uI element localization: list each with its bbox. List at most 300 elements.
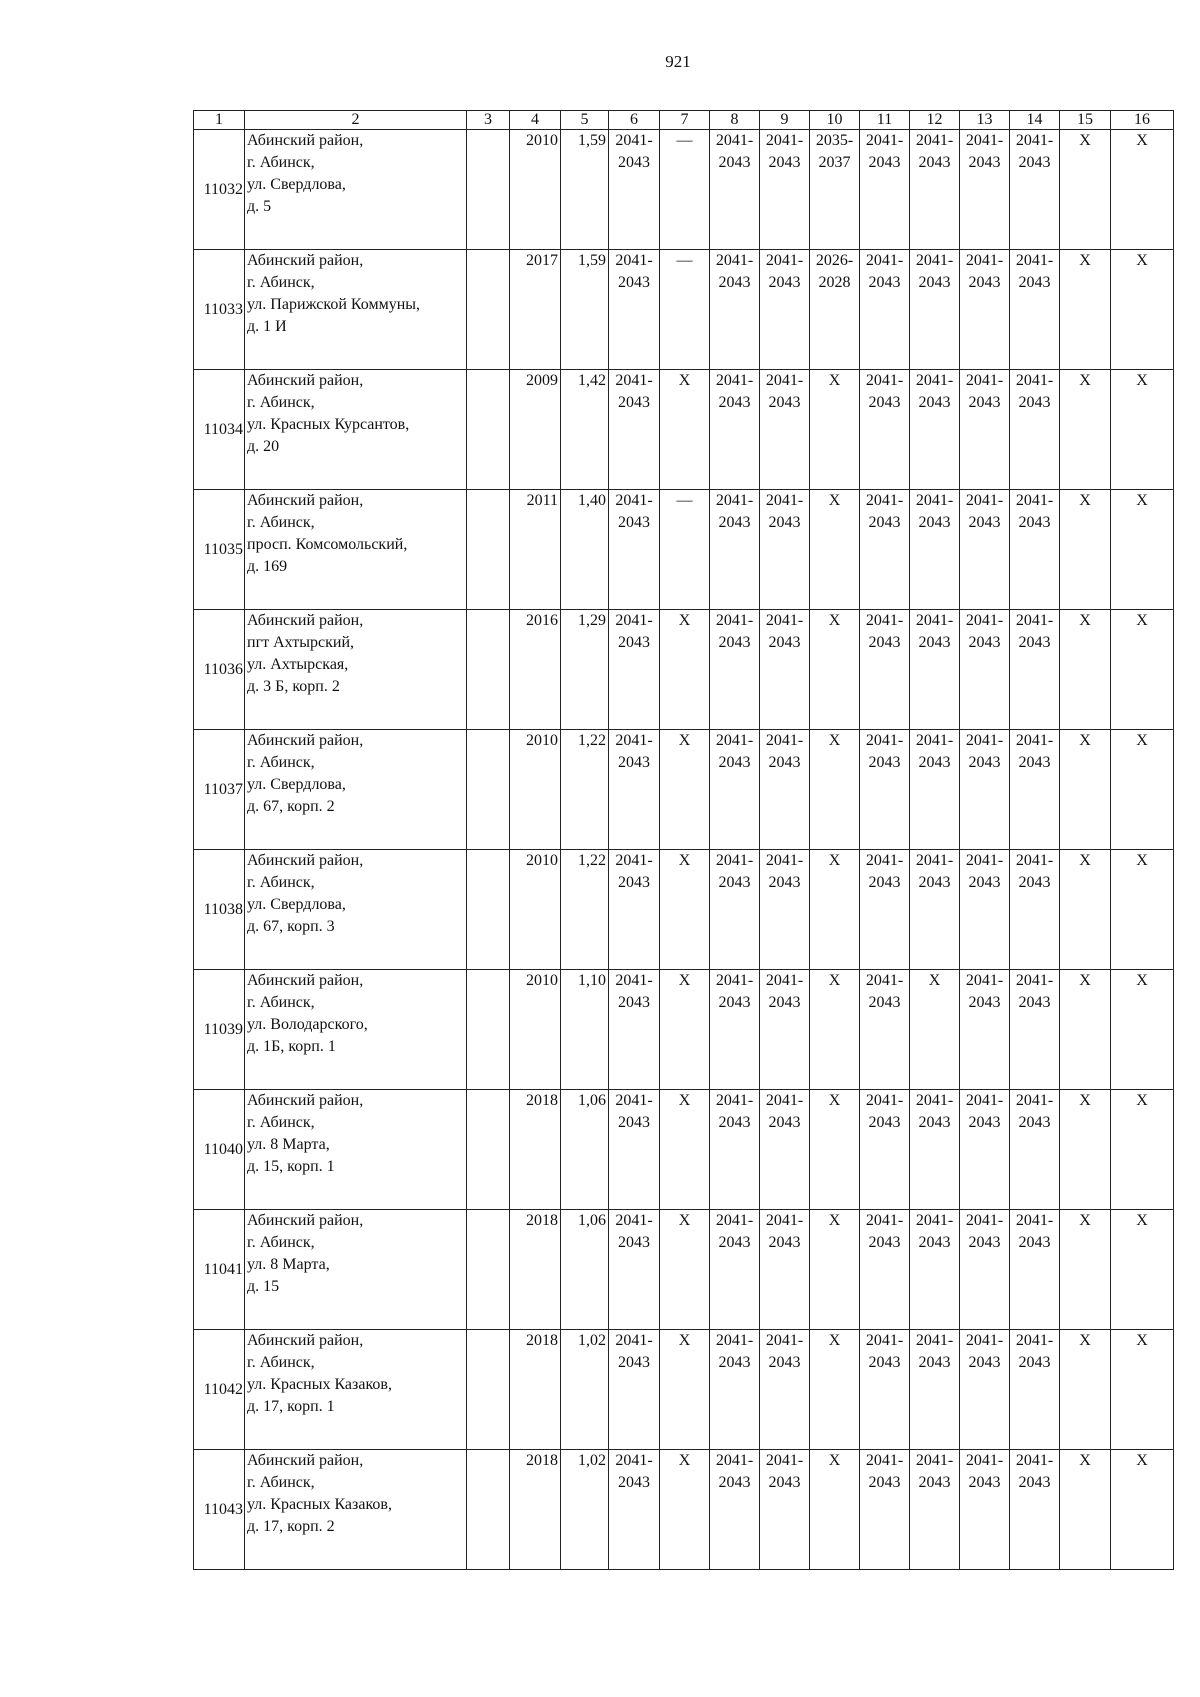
period-cell-c11 [860, 370, 910, 490]
period-line: 2041- [965, 612, 1004, 629]
record-number-cell: 11034 [194, 370, 245, 490]
period-cell-c6 [609, 250, 660, 370]
period-line: X [828, 852, 841, 869]
period-line: X [678, 852, 691, 869]
period-line: 2041- [715, 612, 754, 629]
period-line: 2041- [715, 732, 754, 749]
period-line: 2041- [1015, 1092, 1054, 1109]
period-cell-c12 [910, 250, 960, 370]
address-line: г. Абинск, [247, 994, 315, 1011]
address-line: г. Абинск, [247, 1114, 315, 1131]
period-line: 2043 [1018, 274, 1051, 291]
address-line: д. 1Б, корп. 1 [247, 1038, 336, 1055]
period-line: 2043 [768, 634, 801, 651]
column-header: 4 [510, 111, 561, 130]
period-cell-c7 [660, 130, 710, 250]
record-number-cell: 11032 [194, 130, 245, 250]
period-line: X [678, 1092, 691, 1109]
address-line: пгт Ахтырский, [247, 634, 355, 651]
address-line: г. Абинск, [247, 1234, 315, 1251]
period-cell-c6 [609, 370, 660, 490]
column-15-cell: X [1060, 730, 1111, 850]
column-header: 10 [810, 111, 860, 130]
period-cell-c10 [810, 490, 860, 610]
period-line: 2043 [968, 1234, 1001, 1251]
record-number-cell: 11042 [194, 1330, 245, 1450]
period-line: 2043 [918, 1234, 951, 1251]
period-line: 2043 [1018, 514, 1051, 531]
period-line: 2041- [765, 1332, 804, 1349]
period-line: 2043 [918, 1114, 951, 1131]
value-cell: 1,02 [561, 1330, 609, 1450]
period-cell-c12 [910, 370, 960, 490]
period-line: X [828, 732, 841, 749]
period-line: 2043 [618, 514, 650, 531]
period-line: X [828, 612, 841, 629]
period-line: 2043 [618, 994, 650, 1011]
period-line: 2043 [868, 994, 901, 1011]
year-cell: 2016 [510, 610, 561, 730]
period-line: 2041- [615, 1332, 653, 1349]
address-line: д. 20 [247, 438, 280, 455]
period-line: 2041- [715, 492, 754, 509]
period-cell-c6 [609, 1090, 660, 1210]
column-3-cell [467, 370, 510, 490]
period-cell-c9 [760, 610, 810, 730]
period-line: 2041- [965, 972, 1004, 989]
period-line: 2043 [968, 394, 1001, 411]
column-3-cell [467, 1090, 510, 1210]
record-number-cell: 11036 [194, 610, 245, 730]
column-15-cell: X [1060, 610, 1111, 730]
column-header: 1 [194, 111, 245, 130]
column-15-cell: X [1060, 1330, 1111, 1450]
record-number-cell: 11033 [194, 250, 245, 370]
period-line: 2041- [865, 972, 904, 989]
column-16-cell: X [1111, 730, 1174, 850]
address-line: г. Абинск, [247, 154, 315, 171]
address-line: Абинский район, [247, 612, 364, 629]
period-line: X [828, 1452, 841, 1469]
column-16-cell: X [1111, 490, 1174, 610]
period-line: 2041- [1015, 972, 1054, 989]
value-cell: 1,06 [561, 1210, 609, 1330]
period-line: 2041- [965, 132, 1004, 149]
period-line: 2043 [1018, 394, 1051, 411]
period-line: — [676, 252, 693, 269]
period-line: 2041- [615, 1092, 653, 1109]
address-line: г. Абинск, [247, 1354, 315, 1371]
period-line: 2043 [768, 1114, 801, 1131]
period-line: 2043 [718, 274, 751, 291]
period-cell-c13 [960, 850, 1010, 970]
year-cell: 2018 [510, 1330, 561, 1450]
period-cell-c7 [660, 490, 710, 610]
period-line: 2041- [1015, 132, 1054, 149]
period-cell-c9 [760, 130, 810, 250]
period-line: 2043 [868, 754, 901, 771]
period-cell-c14 [1010, 1330, 1060, 1450]
record-number-cell: 11040 [194, 1090, 245, 1210]
period-cell-c10 [810, 130, 860, 250]
period-line: 2041- [765, 612, 804, 629]
period-line: X [828, 972, 841, 989]
period-cell-c10 [810, 970, 860, 1090]
address-line: ул. 8 Марта, [247, 1136, 330, 1153]
period-line: 2041- [965, 1452, 1004, 1469]
period-cell-c6 [609, 1450, 660, 1570]
year-cell: 2010 [510, 970, 561, 1090]
period-cell-c13 [960, 1090, 1010, 1210]
period-line: 2043 [718, 1114, 751, 1131]
period-cell-c8 [710, 1210, 760, 1330]
period-cell-c12 [910, 1330, 960, 1450]
period-cell-c10 [810, 1450, 860, 1570]
period-line: 2041- [615, 372, 653, 389]
period-line: X [678, 732, 691, 749]
address-line: г. Абинск, [247, 394, 315, 411]
period-line: 2043 [768, 154, 801, 171]
address-line: ул. Красных Казаков, [247, 1496, 392, 1513]
period-cell-c9 [760, 1330, 810, 1450]
table-row [194, 1330, 1174, 1450]
column-15-cell: X [1060, 490, 1111, 610]
column-header: 15 [1060, 111, 1111, 130]
period-cell-c7 [660, 1330, 710, 1450]
period-line: 2043 [1018, 754, 1051, 771]
table-row [194, 610, 1174, 730]
period-cell-c9 [760, 970, 810, 1090]
period-cell-c7 [660, 1450, 710, 1570]
period-line: X [828, 1092, 841, 1109]
period-cell-c14 [1010, 1450, 1060, 1570]
period-cell-c8 [710, 850, 760, 970]
period-line: 2041- [765, 852, 804, 869]
column-header: 9 [760, 111, 810, 130]
record-number-cell: 11038 [194, 850, 245, 970]
period-line: — [676, 492, 693, 509]
address-line: Абинский район, [247, 252, 364, 269]
column-3-cell [467, 490, 510, 610]
address-line: д. 1 И [247, 318, 287, 335]
period-line: 2043 [768, 994, 801, 1011]
record-number-cell: 11043 [194, 1450, 245, 1570]
address-cell [245, 1210, 467, 1330]
column-3-cell [467, 850, 510, 970]
table-row [194, 130, 1174, 250]
address-line: Абинский район, [247, 1332, 364, 1349]
period-cell-c10 [810, 1210, 860, 1330]
column-header: 11 [860, 111, 910, 130]
period-line: 2043 [768, 874, 801, 891]
period-line: 2041- [965, 252, 1004, 269]
table-row [194, 1090, 1174, 1210]
period-cell-c11 [860, 970, 910, 1090]
period-line: 2043 [768, 1234, 801, 1251]
period-line: X [678, 1332, 691, 1349]
period-line: X [828, 372, 841, 389]
period-line: 2041- [965, 732, 1004, 749]
period-line: 2041- [865, 252, 904, 269]
period-line: 2041- [765, 252, 804, 269]
period-cell-c12 [910, 970, 960, 1090]
address-cell [245, 370, 467, 490]
period-line: 2043 [968, 274, 1001, 291]
period-line: 2041- [765, 1452, 804, 1469]
period-cell-c14 [1010, 370, 1060, 490]
period-line: 2041- [915, 252, 954, 269]
period-line: 2043 [718, 154, 751, 171]
period-line: 2041- [1015, 252, 1054, 269]
period-line: 2043 [618, 274, 650, 291]
period-line: 2043 [718, 1474, 751, 1491]
address-cell [245, 610, 467, 730]
period-cell-c7 [660, 370, 710, 490]
address-line: Абинский район, [247, 1212, 364, 1229]
period-line: 2043 [868, 1474, 901, 1491]
address-line: г. Абинск, [247, 274, 315, 291]
period-line: 2043 [618, 1234, 650, 1251]
column-16-cell: X [1111, 250, 1174, 370]
period-line: 2043 [1018, 154, 1051, 171]
period-line: X [678, 1452, 691, 1469]
period-line: 2043 [768, 274, 801, 291]
column-3-cell [467, 970, 510, 1090]
period-cell-c10 [810, 610, 860, 730]
address-line: д. 67, корп. 3 [247, 918, 335, 935]
period-cell-c12 [910, 1210, 960, 1330]
period-cell-c13 [960, 610, 1010, 730]
period-cell-c10 [810, 1330, 860, 1450]
period-line: X [828, 1332, 841, 1349]
period-line: 2035- [815, 132, 854, 149]
period-cell-c12 [910, 130, 960, 250]
column-3-cell [467, 730, 510, 850]
period-line: 2043 [768, 394, 801, 411]
period-cell-c14 [1010, 970, 1060, 1090]
period-cell-c13 [960, 490, 1010, 610]
period-cell-c8 [710, 250, 760, 370]
address-line: г. Абинск, [247, 514, 315, 531]
address-line: ул. 8 Марта, [247, 1256, 330, 1273]
period-cell-c7 [660, 730, 710, 850]
period-cell-c12 [910, 1450, 960, 1570]
period-line: 2043 [768, 1354, 801, 1371]
address-line: д. 15, корп. 1 [247, 1158, 335, 1175]
period-cell-c7 [660, 1210, 710, 1330]
period-line: 2043 [868, 874, 901, 891]
table-row [194, 370, 1174, 490]
address-line: д. 15 [247, 1278, 280, 1295]
column-header: 14 [1010, 111, 1060, 130]
value-cell: 1,22 [561, 730, 609, 850]
period-line: 2043 [1018, 634, 1051, 651]
year-cell: 2018 [510, 1210, 561, 1330]
period-line: 2041- [915, 492, 954, 509]
column-15-cell: X [1060, 850, 1111, 970]
year-cell: 2010 [510, 850, 561, 970]
period-cell-c8 [710, 130, 760, 250]
period-line: 2043 [1018, 1354, 1051, 1371]
period-cell-c10 [810, 850, 860, 970]
address-line: Абинский район, [247, 1452, 364, 1469]
period-cell-c13 [960, 730, 1010, 850]
value-cell: 1,10 [561, 970, 609, 1090]
period-line: 2041- [915, 732, 954, 749]
column-16-cell: X [1111, 1210, 1174, 1330]
period-line: 2043 [618, 634, 650, 651]
period-line: 2041- [915, 1212, 954, 1229]
period-cell-c7 [660, 250, 710, 370]
period-line: 2043 [618, 754, 650, 771]
period-line: 2043 [918, 154, 951, 171]
period-cell-c11 [860, 850, 910, 970]
period-cell-c6 [609, 1210, 660, 1330]
value-cell: 1,06 [561, 1090, 609, 1210]
period-cell-c8 [710, 730, 760, 850]
address-cell [245, 730, 467, 850]
address-line: Абинский район, [247, 132, 364, 149]
column-header: 5 [561, 111, 609, 130]
period-cell-c9 [760, 250, 810, 370]
period-cell-c13 [960, 130, 1010, 250]
address-line: Абинский район, [247, 492, 364, 509]
period-line: 2043 [768, 1474, 801, 1491]
column-header: 16 [1111, 111, 1174, 130]
period-cell-c12 [910, 850, 960, 970]
period-cell-c12 [910, 490, 960, 610]
table-row [194, 970, 1174, 1090]
period-line: 2041- [915, 852, 954, 869]
period-cell-c13 [960, 1450, 1010, 1570]
address-line: Абинский район, [247, 852, 364, 869]
period-cell-c7 [660, 610, 710, 730]
period-cell-c13 [960, 370, 1010, 490]
period-cell-c6 [609, 130, 660, 250]
column-15-cell: X [1060, 970, 1111, 1090]
period-cell-c9 [760, 730, 810, 850]
period-line: 2041- [965, 852, 1004, 869]
year-cell: 2017 [510, 250, 561, 370]
table-row [194, 1450, 1174, 1570]
period-line: 2041- [915, 132, 954, 149]
column-15-cell: X [1060, 250, 1111, 370]
period-line: X [678, 372, 691, 389]
period-cell-c6 [609, 1330, 660, 1450]
address-line: д. 17, корп. 1 [247, 1398, 335, 1415]
address-line: ул. Свердлова, [247, 176, 346, 193]
period-line: 2041- [915, 1452, 954, 1469]
period-line: 2043 [1018, 994, 1051, 1011]
period-cell-c7 [660, 970, 710, 1090]
period-line: 2041- [765, 1092, 804, 1109]
period-line: 2041- [765, 132, 804, 149]
period-line: 2041- [765, 972, 804, 989]
period-line: 2043 [618, 1114, 650, 1131]
record-number-cell: 11039 [194, 970, 245, 1090]
period-cell-c11 [860, 490, 910, 610]
period-line: 2043 [1018, 874, 1051, 891]
period-line: X [828, 492, 841, 509]
value-cell: 1,59 [561, 130, 609, 250]
period-line: X [678, 1212, 691, 1229]
period-line: 2041- [615, 972, 653, 989]
period-line: 2041- [1015, 1452, 1054, 1469]
address-line: Абинский район, [247, 732, 364, 749]
address-cell [245, 1090, 467, 1210]
period-line: 2041- [765, 1212, 804, 1229]
period-line: 2043 [968, 754, 1001, 771]
period-cell-c6 [609, 850, 660, 970]
period-cell-c11 [860, 250, 910, 370]
period-line: 2041- [715, 132, 754, 149]
column-16-cell: X [1111, 370, 1174, 490]
period-line: 2043 [868, 1234, 901, 1251]
period-line: 2043 [618, 394, 650, 411]
period-line: 2041- [1015, 732, 1054, 749]
period-line: 2041- [715, 1332, 754, 1349]
period-line: 2043 [918, 1354, 951, 1371]
period-line: 2041- [865, 732, 904, 749]
period-line: 2041- [915, 612, 954, 629]
address-line: ул. Красных Казаков, [247, 1376, 392, 1393]
period-line: 2041- [715, 252, 754, 269]
column-15-cell: X [1060, 1090, 1111, 1210]
period-cell-c8 [710, 1330, 760, 1450]
year-cell: 2011 [510, 490, 561, 610]
period-line: 2041- [765, 492, 804, 509]
period-line: 2043 [918, 1474, 951, 1491]
value-cell: 1,40 [561, 490, 609, 610]
period-cell-c13 [960, 1330, 1010, 1450]
period-line: 2043 [968, 154, 1001, 171]
period-line: 2041- [715, 1452, 754, 1469]
period-line: 2043 [718, 874, 751, 891]
period-line: 2043 [718, 1354, 751, 1371]
period-line: 2043 [768, 514, 801, 531]
table-row [194, 250, 1174, 370]
period-cell-c8 [710, 1450, 760, 1570]
period-cell-c8 [710, 1090, 760, 1210]
period-cell-c13 [960, 250, 1010, 370]
page-number: 921 [665, 52, 691, 71]
period-cell-c14 [1010, 850, 1060, 970]
period-line: 2041- [965, 1212, 1004, 1229]
period-line: 2041- [715, 1212, 754, 1229]
period-line: 2041- [1015, 612, 1054, 629]
period-cell-c11 [860, 1450, 910, 1570]
table-row [194, 730, 1174, 850]
period-line: 2043 [718, 754, 751, 771]
address-line: д. 17, корп. 2 [247, 1518, 335, 1535]
record-number-cell: 11041 [194, 1210, 245, 1330]
address-line: ул. Ахтырская, [247, 656, 349, 673]
period-line: 2041- [1015, 492, 1054, 509]
column-3-cell [467, 250, 510, 370]
period-line: 2043 [918, 514, 951, 531]
period-line: 2041- [1015, 1332, 1054, 1349]
address-line: ул. Свердлова, [247, 896, 346, 913]
period-line: 2043 [918, 394, 951, 411]
period-line: 2043 [968, 874, 1001, 891]
period-line: 2041- [865, 492, 904, 509]
address-line: Абинский район, [247, 372, 364, 389]
period-line: 2043 [968, 514, 1001, 531]
period-line: 2041- [715, 1092, 754, 1109]
period-cell-c11 [860, 730, 910, 850]
period-line: 2037 [818, 154, 851, 171]
period-line: 2043 [718, 514, 751, 531]
